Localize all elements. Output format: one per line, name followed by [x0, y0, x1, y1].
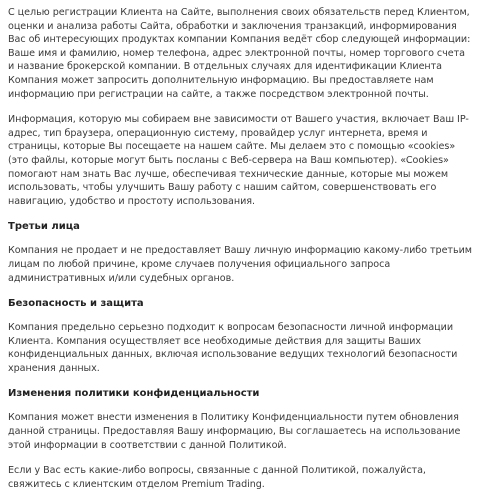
contact-paragraph: Если у Вас есть какие-либо вопросы, связанные с данной Политикой, пожалуйста, свяжитесь с клиентским отделом Premium Trading.	[8, 465, 426, 490]
intro-paragraph: С целью регистрации Клиента на Сайте, выполнения своих обязательств перед Клиентом, оценки и анализа работы Сайта, обработки и заключения транзакций, информирования Вас об интересующих продуктах компании Компания ведёт сбор следующей информации: Ваше имя и фамилию, номер телефона, адрес электронной почты, номер торгового счета и название брокерской компании. В отдельных случаях для идентификации Клиента Компания может запросить дополнительную информацию. Вы предоставляете нам информацию при регистрации на сайте, а также посредством электронной почты.	[8, 7, 471, 100]
policy-changes-paragraph: Компания может внести изменения в Политику Конфиденциальности путем обновления данной страницы. Предоставляя Вашу информацию, Вы соглашаетесь на использование этой информации в соответствии с данной Политикой.	[8, 412, 461, 451]
policy-changes-heading: Изменения политики конфиденциальности	[8, 388, 260, 400]
third-parties-heading: Третьи лица	[8, 221, 80, 233]
collected-info-paragraph: Информация, которую мы собираем вне зависимости от Вашего участия, включает Ваш IP-адрес, тип браузера, операционную систему, провайдер услуг интернета, время и страницы, которые Вы посещаете на нашем сайте. Мы делаем это с помощью «cookies» (это файлы, которые могут быть посланы с Веб-сервера на Ваш компьютер). «Cookies» помогают нам знать Вас лучше, обеспечивая технические данные, которые мы можем использовать, чтобы улучшить Вашу работу с нашим сайтом, совершенствовать его навигацию, удобство и простоту использования.	[8, 114, 469, 207]
third-parties-paragraph: Компания не продает и не предоставляет Вашу личную информацию какому-либо третьим лицам по любой причине, кроме случаев получения официального запроса административных и/или судебных органов.	[8, 245, 472, 284]
security-paragraph: Компания предельно серьезно подходит к вопросам безопасности личной информации Клиента. Компания осуществляет все необходимые действия для защиты Ваших конфиденциальных данных, включая использование ведущих технологий безопасности хранения данных.	[8, 322, 458, 374]
security-heading: Безопасность и защита	[8, 298, 144, 310]
